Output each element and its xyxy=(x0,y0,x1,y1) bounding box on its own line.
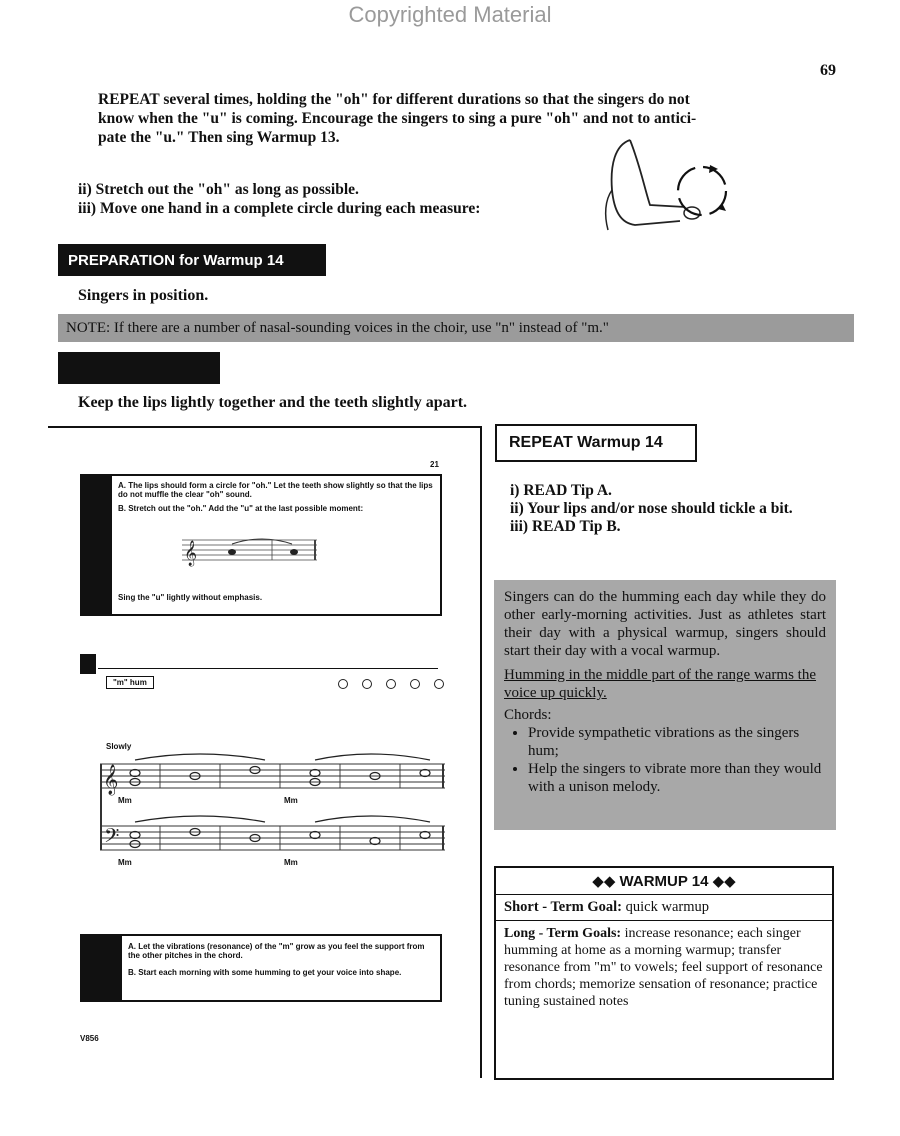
score-page-number: 21 xyxy=(430,460,439,469)
short-goal-label: Short - Term Goal: xyxy=(504,899,623,915)
hum-label: "m" hum xyxy=(106,676,154,689)
note-bar xyxy=(58,314,854,342)
repeat-circles xyxy=(338,676,458,694)
lips-instruction: Keep the lips lightly together and the teeth slightly apart. xyxy=(78,394,468,411)
tip1-footer: Sing the "u" lightly without emphasis. xyxy=(118,593,263,602)
tempo-marking: Slowly xyxy=(106,742,132,751)
tip-box-1 xyxy=(80,474,442,616)
circle-icon xyxy=(362,679,372,689)
tip-box-2 xyxy=(80,934,442,1002)
intro-line-3: pate the "u." Then sing Warmup 13. xyxy=(98,129,340,146)
repeat-item: i) READ Tip A. xyxy=(510,482,612,499)
repeat-item: iii) READ Tip B. xyxy=(510,518,621,535)
intro-line-1: REPEAT several times, holding the "oh" for different durations so that the singers do not xyxy=(98,91,690,108)
long-goal-text: increase resonance; each singer humming at home as a morning warmup; transfer resonance from "m" to vowels; feel support of resonance from chords; memorize sensation of resonance; practice tuning sustained notes xyxy=(504,926,823,1009)
intro-line-2: know when the "u" is coming. Encourage the singers to sing a pure "oh" and not to antici- xyxy=(98,110,697,127)
humming-para-1: Singers can do the humming each day while they do other early-morning activities. Just as athletes start their day with a physical warmup, singers should start their day with a vocal warmup. xyxy=(504,589,826,659)
watermark: Copyrighted Material xyxy=(348,2,552,27)
chords-bullet: • Provide sympathetic vibrations as the singers hum; xyxy=(528,724,826,760)
chords-bullet: • Help the singers to vibrate more than they would with a unison melody. xyxy=(528,760,826,796)
repeat-item: ii) Your lips and/or nose should tickle a bit. xyxy=(510,500,793,517)
warmup-title: ◆◆ WARMUP 14 ◆◆ xyxy=(496,868,832,895)
long-term-goals xyxy=(496,921,832,1014)
tip2-a: A. Let the vibrations (resonance) of the "m" grow as you feel the support from the other pitches in the chord. xyxy=(128,942,425,960)
preparation-text: Singers in position. xyxy=(78,287,209,304)
publisher-code: V856 xyxy=(80,1034,99,1043)
circle-icon xyxy=(338,679,348,689)
step-item: iii) Move one hand in a complete circle during each measure: xyxy=(78,200,481,217)
step-item: ii) Stretch out the "oh" as long as possible. xyxy=(78,181,359,198)
short-term-goal xyxy=(496,895,832,921)
score-header-rule xyxy=(98,668,438,669)
tip1-a: A. The lips should form a circle for "oh." Let the teeth show slightly so that the lips do not muffle the clear "oh" sound. xyxy=(118,481,433,499)
short-goal-text: quick warmup xyxy=(625,899,709,915)
repeat-list xyxy=(510,482,800,536)
section-heading-bar xyxy=(58,352,220,384)
long-goal-label: Long - Term Goals: xyxy=(504,926,622,941)
chords-list xyxy=(504,724,826,796)
tip1-b: B. Stretch out the "oh." Add the "u" at the last possible moment: xyxy=(118,504,364,513)
score-panel xyxy=(48,426,482,1078)
circle-icon xyxy=(410,679,420,689)
tip2-b: B. Start each morning with some humming to get your voice into shape. xyxy=(128,968,402,977)
chords-label: Chords: xyxy=(504,707,552,723)
svg-text:𝄞: 𝄞 xyxy=(184,540,198,565)
svg-text:𝄞: 𝄞 xyxy=(103,765,119,794)
step-list xyxy=(78,180,598,218)
repeat-box-title: REPEAT Warmup 14 xyxy=(495,424,697,462)
tip-label xyxy=(82,476,112,614)
circle-icon xyxy=(386,679,396,689)
humming-info-panel xyxy=(494,580,836,830)
lyric-mm: Mm xyxy=(118,796,132,805)
hum-score xyxy=(100,746,446,876)
lyric-mm: Mm xyxy=(118,858,132,867)
page-number: 69 xyxy=(820,62,836,79)
humming-para-2: Humming in the middle part of the range warms the voice up quickly. xyxy=(504,667,817,701)
note-text: NOTE: If there are a number of nasal-sounding voices in the choir, use "n" instead of "m." xyxy=(66,319,609,336)
warmup-goals-box xyxy=(494,866,834,1080)
lyric-mm: Mm xyxy=(284,796,298,805)
arm-circle-illustration xyxy=(590,135,740,235)
warmup-number-block xyxy=(80,654,96,674)
oh-u-staff xyxy=(182,530,322,580)
circle-icon xyxy=(434,679,444,689)
svg-text:𝄢: 𝄢 xyxy=(104,826,120,852)
lyric-mm: Mm xyxy=(284,858,298,867)
tip-label xyxy=(82,936,122,1000)
preparation-heading: PREPARATION for Warmup 14 xyxy=(58,244,326,276)
